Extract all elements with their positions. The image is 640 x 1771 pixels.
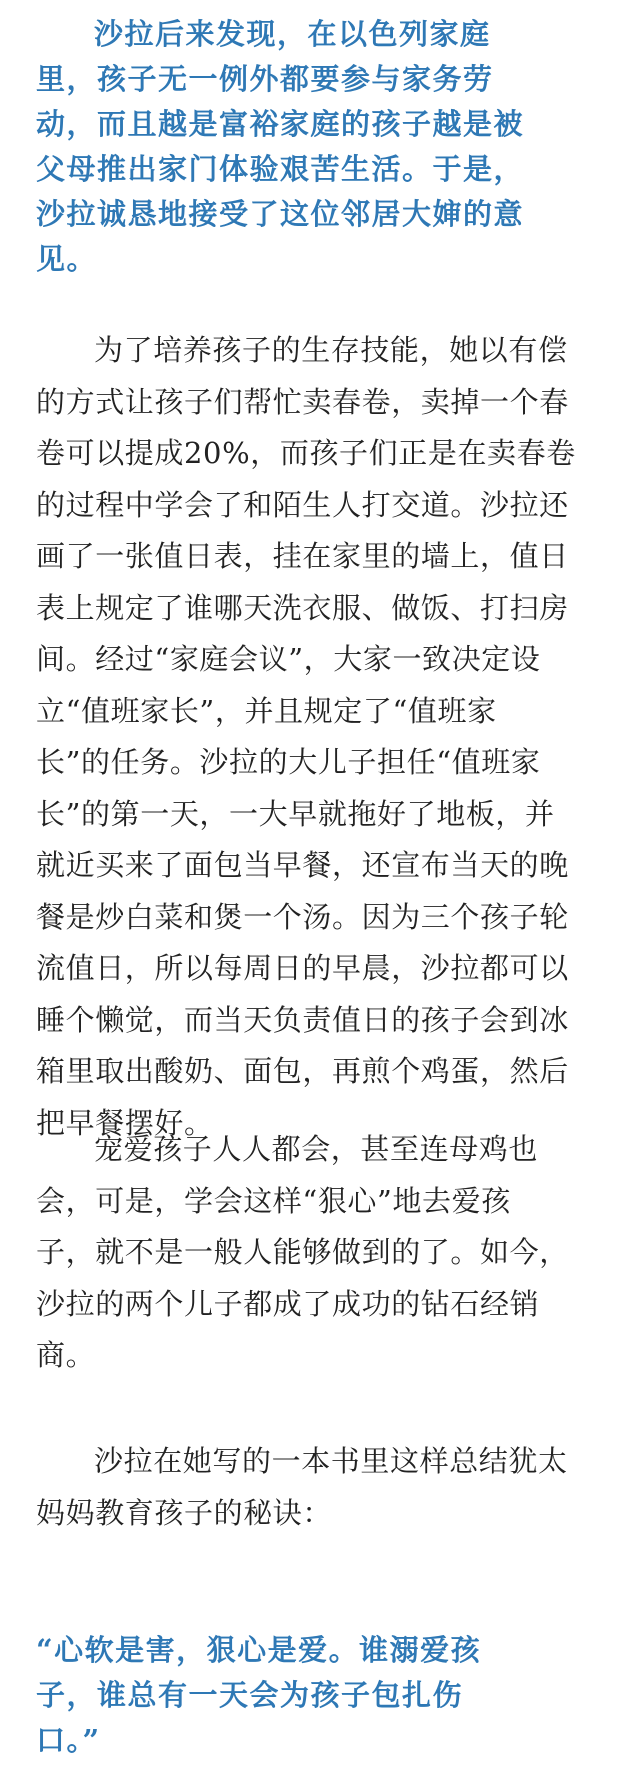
text-line: 画了一张值日表，挂在家里的墙上，值日 [36,539,569,573]
text-line: 沙拉的两个儿子都成了成功的钻石经销 [36,1286,540,1321]
text-line: 沙拉后来发现，在以色列家庭 [94,17,491,51]
text-line: 表上规定了谁哪天洗衣服、做饭、打扫房 [36,590,569,625]
text-line: 子，就不是一般人能够做到的了。如今， [36,1235,569,1269]
text-line: 把早餐摆好。 [36,1105,214,1140]
highlight-paragraph-intro [36,12,524,282]
body-paragraph-summary [36,1436,568,1539]
text-line: 妈妈教育孩子的秘诀： [36,1495,333,1530]
text-line: 父母推出家门体验艰苦生活。于是， [36,152,525,186]
text-line: 子，谁总有一天会为孩子包扎伤 [36,1678,464,1712]
body-paragraph-chores [36,325,576,1149]
text-line: 的方式让孩子们帮忙卖春卷，卖掉一个春 [36,384,569,419]
text-line: 睡个懒觉，而当天负责值日的孩子会到冰 [36,1002,569,1037]
text-line: 动，而且越是富裕家庭的孩子越是被 [36,107,525,141]
text-line: 的过程中学会了和陌生人打交道。沙拉还 [36,487,569,522]
text-line: 间。经过“家庭会议”，大家一致决定设 [36,642,541,676]
text-line: 会，可是，学会这样“狠心”地去爱孩 [36,1183,511,1218]
text-line: “心软是害，狠心是爱。谁溺爱孩 [36,1633,482,1667]
text-line: 沙拉诚恳地接受了这位邻居大婶的意 [36,197,525,231]
highlight-quote [36,1628,481,1763]
text-line: 为了培养孩子的生存技能，她以有偿 [94,333,568,367]
text-line: 商。 [36,1338,96,1372]
text-line: 长”的任务。沙拉的大儿子担任“值班家 [36,745,541,779]
text-line: 见。 [36,242,98,276]
text-line: 卷可以提成20%，而孩子们正是在卖春卷 [36,436,576,470]
text-line: 宠爱孩子人人都会，甚至连母鸡也 [94,1132,539,1166]
text-line: 立“值班家长”，并且规定了“值班家 [36,693,497,728]
text-line: 箱里取出酸奶、面包，再煎个鸡蛋，然后 [36,1054,569,1088]
text-line: 餐是炒白菜和煲一个汤。因为三个孩子轮 [36,899,569,934]
text-line: 长”的第一天，一大早就拖好了地板，并 [36,796,555,831]
text-line: 口。” [36,1723,101,1757]
text-line: 里，孩子无一例外都要参与家务劳 [36,62,494,96]
text-line: 就近买来了面包当早餐，还宣布当天的晚 [36,848,569,882]
body-paragraph-tough-love [36,1124,569,1382]
text-line: 沙拉在她写的一本书里这样总结犹太 [94,1444,568,1478]
text-line: 流值日，所以每周日的早晨，沙拉都可以 [36,951,569,985]
